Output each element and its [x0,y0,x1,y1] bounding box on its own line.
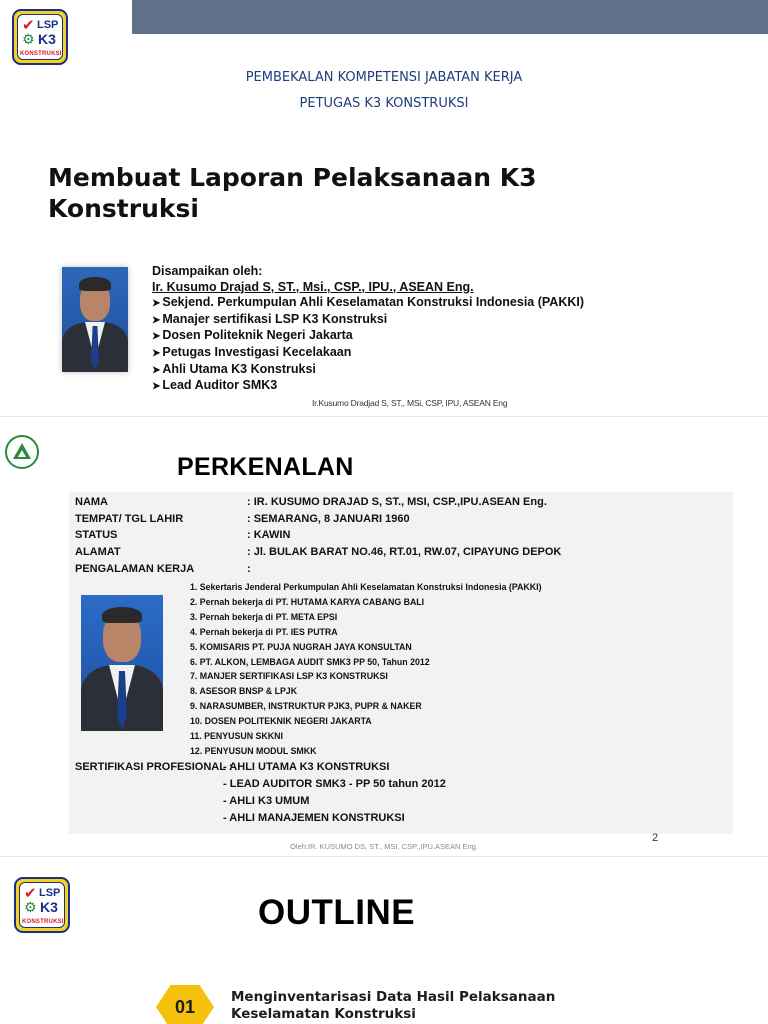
experience-item: 8. ASESOR BNSP & LPJK [190,686,298,697]
role-item: ➤ Lead Auditor SMK3 [152,378,752,395]
slide-title [0,0,768,416]
role-item: ➤ Manajer sertifikasi LSP K3 Konstruksi [152,312,752,329]
experience-item: 6. PT. ALKON, LEMBAGA AUDIT SMK3 PP 50, Tahun 2012 [190,656,430,667]
role-item: ➤ Petugas Investigasi Kecelakaan [152,345,752,362]
certification-label: SERTIFIKASI PROFESIONAL : [75,761,233,773]
experience-item: 11. PENYUSUN SKKNI [190,731,283,742]
photo-hair [79,277,111,291]
checkmark-icon: ✔ [22,16,35,34]
lsp-k3-logo [14,877,70,933]
profile-photo [81,595,163,731]
experience-item: 4. Pernah bekerja di PT. IES PUTRA [190,626,338,637]
logo-middle-text: K3 [40,899,58,915]
experience-item: 12. PENYUSUN MODUL SMKK [190,745,317,756]
bio-box [69,492,733,834]
slide-title-text [48,162,688,224]
title-line-2: Konstruksi [48,194,199,223]
triangle-emblem-icon [5,435,39,469]
emblem-triangle-inner [18,450,26,457]
slide-introduction [0,416,768,856]
presenter-block [152,264,752,395]
presenter-name: Ir. Kusumo Drajad S, ST., Msi., CSP., IPU., ASEAN Eng. [152,279,474,294]
presenter-photo [62,267,128,372]
logo-panel [19,882,65,928]
field-value: : IR. KUSUMO DRAJAD S, ST., MSI, CSP.,IPU.ASEAN Eng. [247,496,547,508]
outline-item-line-2: Keselamatan Konstruksi [231,1006,416,1022]
outline-item-line-1: Menginventarisasi Data Hasil Pelaksanaan [231,989,556,1005]
gear-icon: ⚙ [24,900,37,916]
photo-hair [102,607,142,623]
role-item: ➤ Sekjend. Perkumpulan Ahli Keselamatan Konstruksi Indonesia (PAKKI) [152,295,752,312]
certification-list [223,759,446,827]
subtitle-line-2: PETUGAS K3 KONSTRUKSI [299,96,469,111]
field-value: : SEMARANG, 8 JANUARI 1960 [247,513,410,525]
outline-number: 01 [174,997,196,1017]
role-item: ➤ Dosen Politeknik Negeri Jakarta [152,328,752,345]
experience-item: 2. Pernah bekerja di PT. HUTAMA KARYA CABANG BALI [190,596,425,607]
outline-title: OUTLINE [258,893,416,932]
field-label: ALAMAT [75,546,121,558]
certification-item: - LEAD AUDITOR SMK3 - PP 50 tahun 2012 [223,778,446,790]
role-item: ➤ Ahli Utama K3 Konstruksi [152,362,752,379]
experience-item: 1. Sekertaris Jenderal Perkumpulan Ahli Keselamatan Konstruksi Indonesia (PAKKI) [190,582,542,592]
certification-item: - AHLI MANAJEMEN KONSTRUKSI [223,812,405,824]
field-value: : KAWIN [247,529,291,541]
slide-outline [0,856,768,1024]
logo-panel [17,14,63,60]
checkmark-icon: ✔ [24,884,37,902]
experience-item: 10. DOSEN POLITEKNIK NEGERI JAKARTA [190,716,372,727]
experience-item: 7. MANJER SERTIFIKASI LSP K3 KONSTRUKSI [190,671,388,682]
logo-top-text: LSP [39,887,61,899]
logo-top-text: LSP [37,19,59,31]
slide-footer: Ir.Kusumo Dradjad S, ST., MSi, CSP, IPU, ASEAN Eng [312,398,508,408]
experience-item: 5. KOMISARIS PT. PUJA NUGRAH JAYA KONSULTAN [190,641,412,652]
subtitle-line-1: PEMBEKALAN KOMPETENSI JABATAN KERJA [245,70,523,85]
introduction-title: PERKENALAN [177,453,354,481]
field-label: NAMA [75,496,108,508]
field-value: : Jl. BULAK BARAT NO.46, RT.01, RW.07, CIPAYUNG DEPOK [247,546,562,558]
presented-by-label: Disampaikan oleh: [152,264,263,278]
certification-item: - AHLI K3 UMUM [223,795,310,807]
gear-icon: ⚙ [22,32,35,48]
field-label: TEMPAT/ TGL LAHIR [75,513,184,525]
field-label: STATUS [75,529,118,541]
outline-number-badge [156,985,214,1024]
experience-list [190,580,542,759]
lsp-k3-logo [12,9,68,65]
experience-item: 9. NARASUMBER, INSTRUKTUR PJK3, PUPR & NAKER [190,701,422,712]
page-number: 2 [652,832,659,844]
title-line-1: Membuat Laporan Pelaksanaan K3 [48,163,537,192]
field-label: PENGALAMAN KERJA [75,563,195,575]
outline-item [231,989,651,1023]
header-bar [132,0,768,34]
logo-middle-text: K3 [38,31,56,47]
experience-item: 3. Pernah bekerja di PT. META EPSI [190,611,338,622]
certification-item: - AHLI UTAMA K3 KONSTRUKSI [223,761,390,773]
logo-bottom-text: KONSTRUKSI [20,51,62,57]
field-value: : [247,563,251,575]
slide-footer: Oleh:IR. KUSUMO DS, ST., MSI, CSP.,IPU.ASEAN Eng. [290,842,478,851]
logo-bottom-text: KONSTRUKSI [22,919,64,925]
